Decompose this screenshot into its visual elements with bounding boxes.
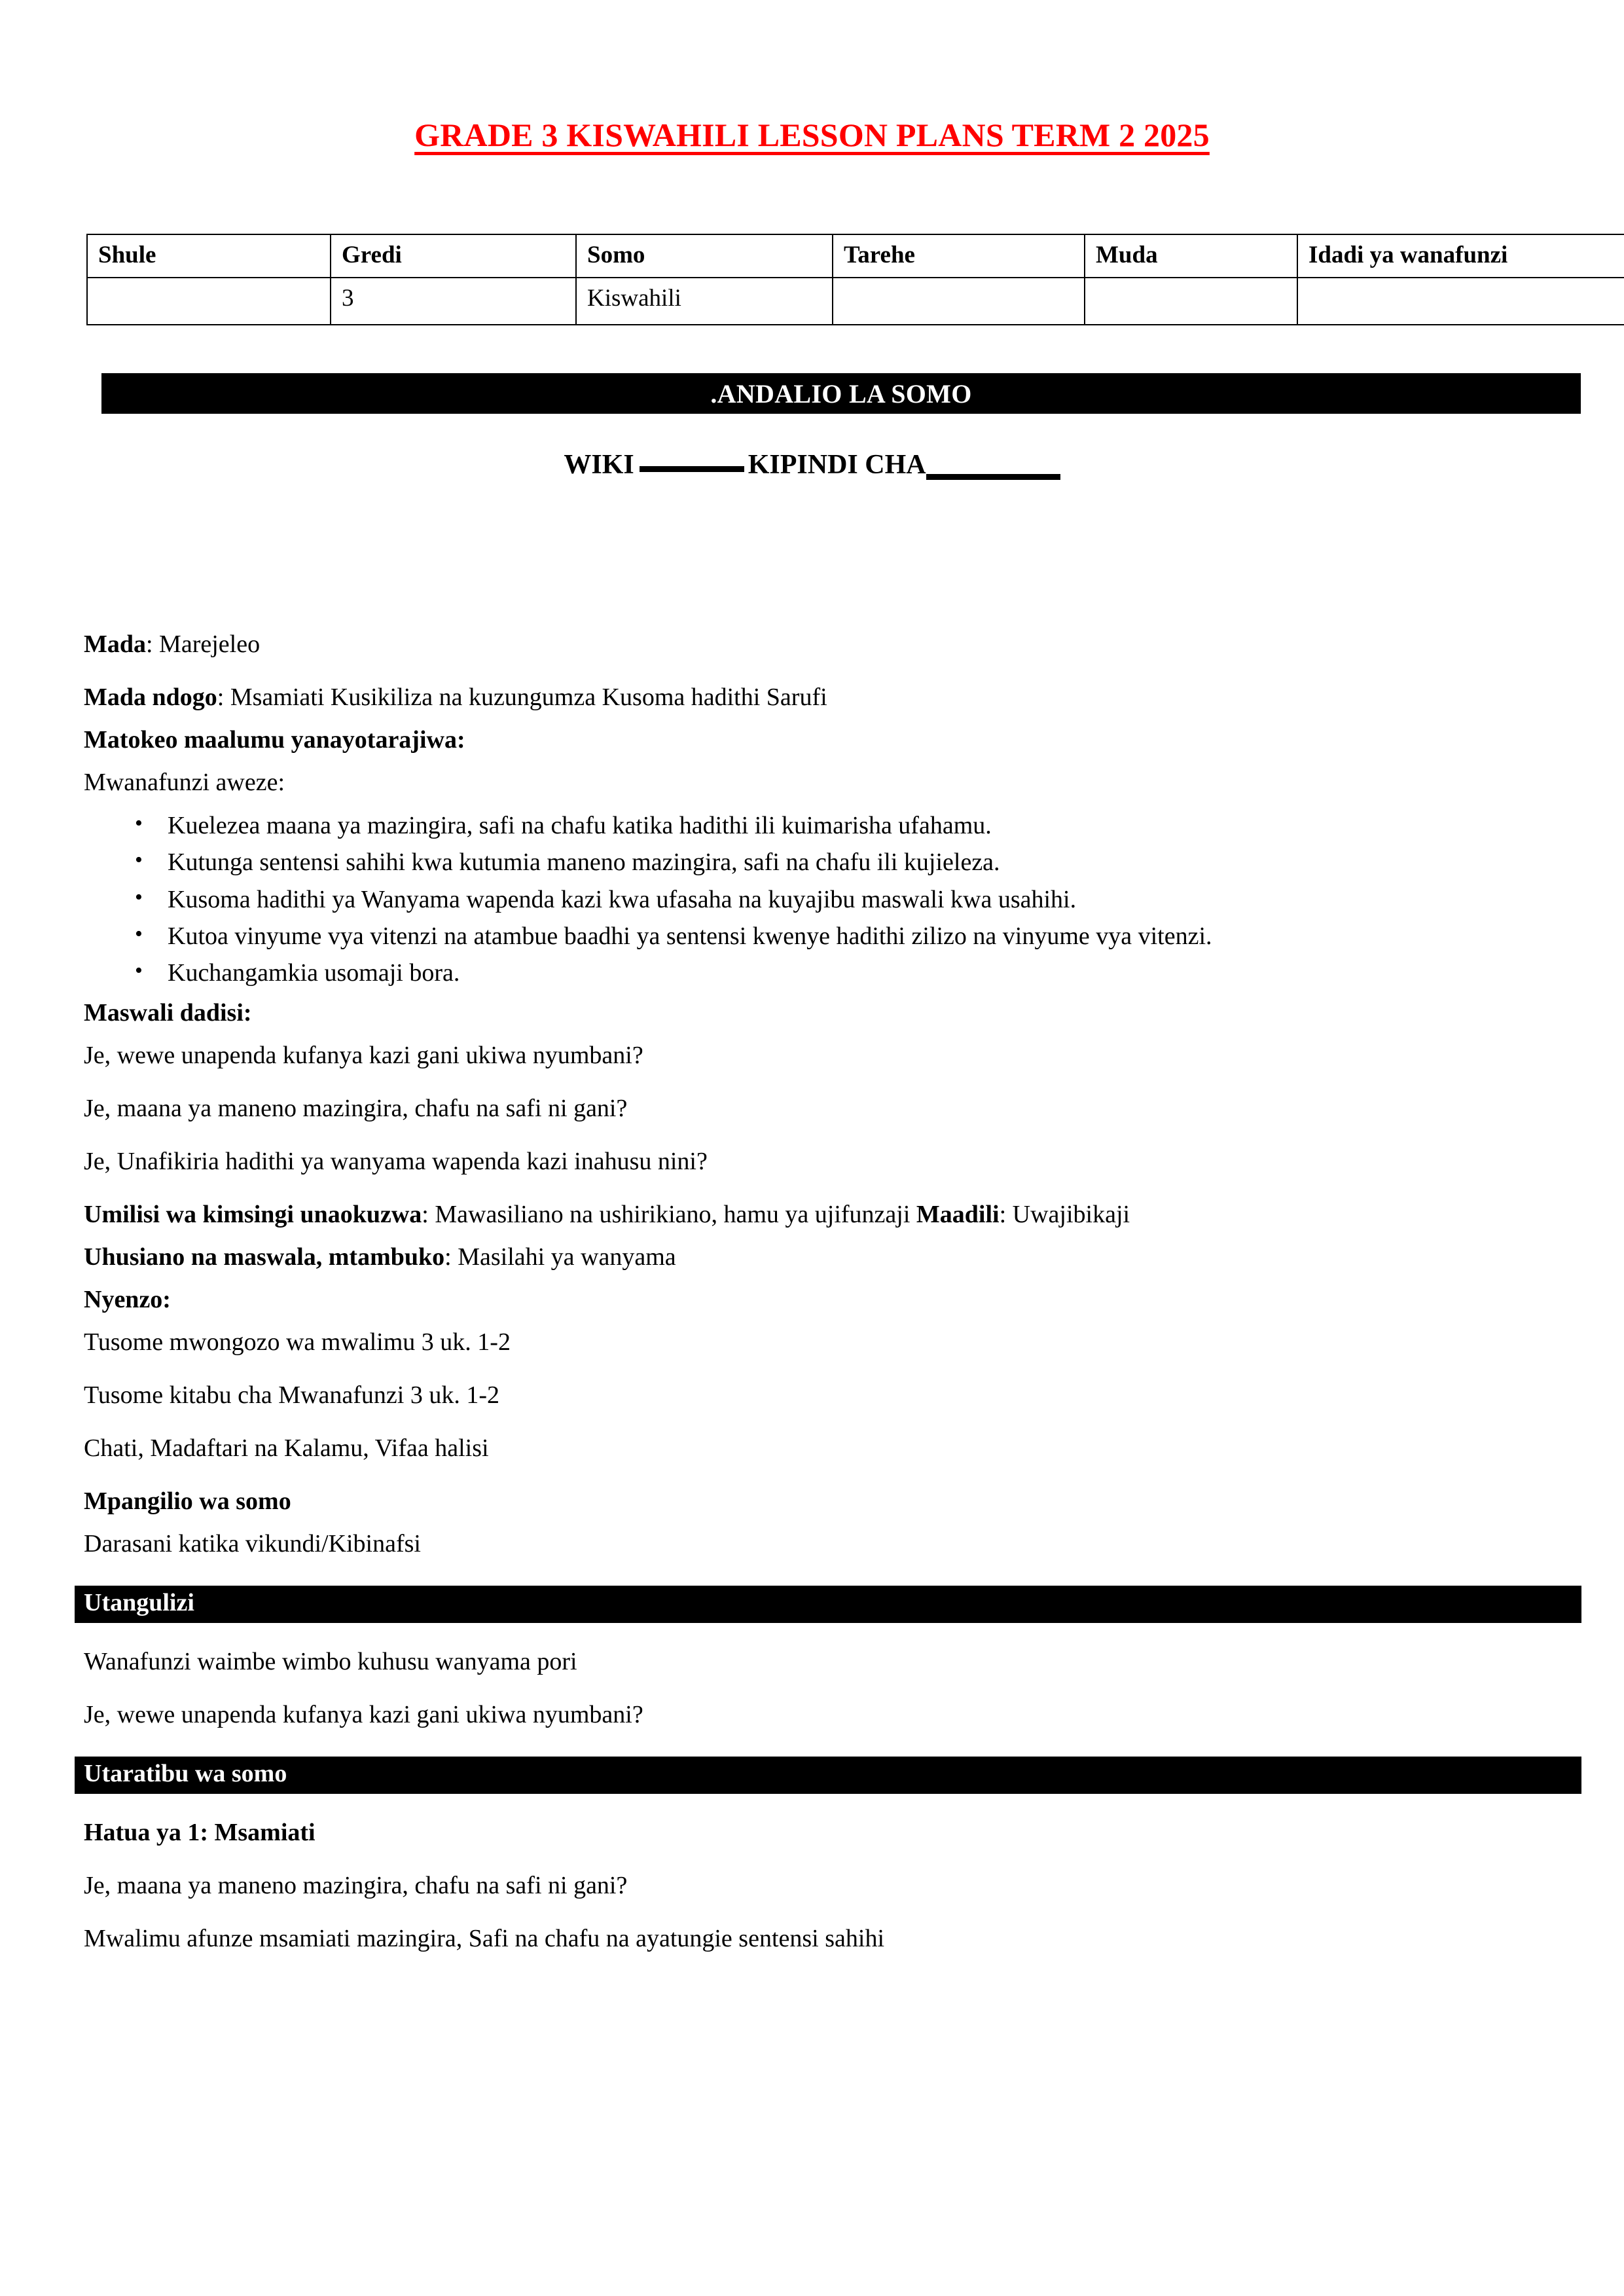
- mpangilio-label: Mpangilio wa somo: [84, 1487, 291, 1516]
- table-row: [87, 278, 1624, 325]
- cell-gredi[interactable]: 3: [331, 278, 576, 325]
- lesson-info-table: [86, 234, 1624, 325]
- mada-ndogo-label: Mada ndogo: [84, 683, 217, 711]
- utangulizi-line: Je, wewe unapenda kufanya kazi gani ukiwa nyumbani?: [84, 1701, 643, 1729]
- maswali-dadisi-item: Je, Unafikiria hadithi ya wanyama wapenda kazi inahusu nini?: [84, 1148, 708, 1176]
- mada-label: Mada: [84, 630, 146, 658]
- wiki-label: WIKI: [564, 450, 634, 480]
- list-item: • Kusoma hadithi ya Wanyama wapenda kazi kwa ufasaha na kuyajibu maswali kwa usahihi.: [84, 886, 1589, 913]
- outcomes-list: [84, 812, 1589, 986]
- spacer: [84, 1574, 1589, 1586]
- column-header-muda: Muda: [1085, 234, 1297, 278]
- column-header-gredi: Gredi: [331, 234, 576, 278]
- table-header-row: [87, 234, 1624, 278]
- cell-somo[interactable]: Kiswahili: [576, 278, 833, 325]
- mada-value: : Marejeleo: [146, 630, 261, 658]
- section-bar-utangulizi: [75, 1586, 1581, 1623]
- list-item: • Kuchangamkia usomaji bora.: [84, 960, 1589, 986]
- maswali-dadisi-item: Je, maana ya maneno mazingira, chafu na safi ni gani?: [84, 1095, 628, 1123]
- maswali-dadisi-item: Je, wewe unapenda kufanya kazi gani ukiwa nyumbani?: [84, 1042, 643, 1070]
- kipindi-label: KIPINDI CHA: [748, 450, 926, 480]
- hatua-label: Hatua ya 1: [84, 1819, 200, 1847]
- mpangilio-value: Darasani katika vikundi/Kibinafsi: [84, 1530, 421, 1558]
- matokeo-label: Matokeo maalumu yanayotarajiwa:: [84, 726, 465, 754]
- lesson-body: [84, 632, 1589, 1979]
- mada-ndogo-value: : Msamiati Kusikiliza na kuzungumza Kusoma hadithi Sarufi: [217, 683, 827, 711]
- nyenzo-label: Nyenzo:: [84, 1286, 171, 1314]
- lesson-plan-banner-text: .ANDALIO LA SOMO: [710, 378, 972, 409]
- wiki-blank-field[interactable]: [640, 466, 744, 472]
- section-bar-utangulizi-text: Utangulizi: [84, 1589, 194, 1617]
- column-header-somo: Somo: [576, 234, 833, 278]
- hatua-content-line: Mwalimu afunze msamiati mazingira, Safi na chafu na ayatungie sentensi sahihi: [84, 1925, 884, 1953]
- week-period-line: [0, 449, 1624, 481]
- nyenzo-item: Tusome kitabu cha Mwanafunzi 3 uk. 1-2: [84, 1381, 499, 1410]
- umilisi-line: [84, 1202, 1589, 1227]
- column-header-tarehe: Tarehe: [833, 234, 1085, 278]
- uhusiano-value: : Masilahi ya wanyama: [444, 1243, 676, 1271]
- list-item: • Kutunga sentensi sahihi kwa kutumia maneno mazingira, safi na chafu ili kujieleza.: [84, 849, 1589, 875]
- column-header-shule: Shule: [87, 234, 331, 278]
- spacer: [84, 1794, 1589, 1820]
- maadili-value: : Uwajibikaji: [999, 1201, 1130, 1229]
- cell-muda[interactable]: [1085, 278, 1297, 325]
- section-bar-utaratibu-text: Utaratibu wa somo: [84, 1760, 287, 1788]
- maadili-label: Maadili: [916, 1201, 1000, 1229]
- utangulizi-line: Wanafunzi waimbe wimbo kuhusu wanyama pori: [84, 1648, 577, 1676]
- spacer: [84, 1623, 1589, 1649]
- mada-line: [84, 632, 1589, 657]
- hatua-content-line: Je, maana ya maneno mazingira, chafu na safi ni gani?: [84, 1872, 628, 1900]
- page-title-text: GRADE 3 KISWAHILI LESSON PLANS TERM 2 2025: [414, 117, 1210, 153]
- spacer: [84, 1745, 1589, 1757]
- mwanafunzi-aweze-line: Mwanafunzi aweze:: [84, 769, 285, 796]
- kipindi-blank-field[interactable]: [926, 474, 1060, 480]
- uhusiano-line: [84, 1245, 1589, 1269]
- umilisi-label: Umilisi wa kimsingi unaokuzwa: [84, 1201, 422, 1229]
- column-header-idadi-ya-wanafunzi: Idadi ya wanafunzi: [1297, 234, 1624, 278]
- mada-ndogo-line: [84, 685, 1589, 710]
- page-title: [0, 117, 1624, 153]
- nyenzo-item: Tusome mwongozo wa mwalimu 3 uk. 1-2: [84, 1328, 511, 1357]
- hatua-line: [84, 1820, 1589, 1845]
- list-item: • Kuelezea maana ya mazingira, safi na chafu katika hadithi ili kuimarisha ufahamu.: [84, 812, 1589, 839]
- list-item: • Kutoa vinyume vya vitenzi na atambue baadhi ya sentensi kwenye hadithi zilizo na vinyume vya vitenzi.: [84, 923, 1589, 949]
- lesson-plan-banner: [101, 373, 1581, 414]
- lesson-info-table-wrapper: [86, 234, 1624, 325]
- umilisi-value: : Mawasiliano na ushirikiano, hamu ya ujifunzaji: [422, 1201, 916, 1229]
- cell-shule[interactable]: [87, 278, 331, 325]
- maswali-dadisi-label: Maswali dadisi:: [84, 999, 252, 1027]
- cell-tarehe[interactable]: [833, 278, 1085, 325]
- nyenzo-item: Chati, Madaftari na Kalamu, Vifaa halisi: [84, 1434, 489, 1463]
- hatua-value: : Msamiati: [200, 1819, 316, 1847]
- uhusiano-label: Uhusiano na maswala, mtambuko: [84, 1243, 445, 1271]
- section-bar-utaratibu: [75, 1757, 1581, 1794]
- cell-idadi-ya-wanafunzi[interactable]: [1297, 278, 1624, 325]
